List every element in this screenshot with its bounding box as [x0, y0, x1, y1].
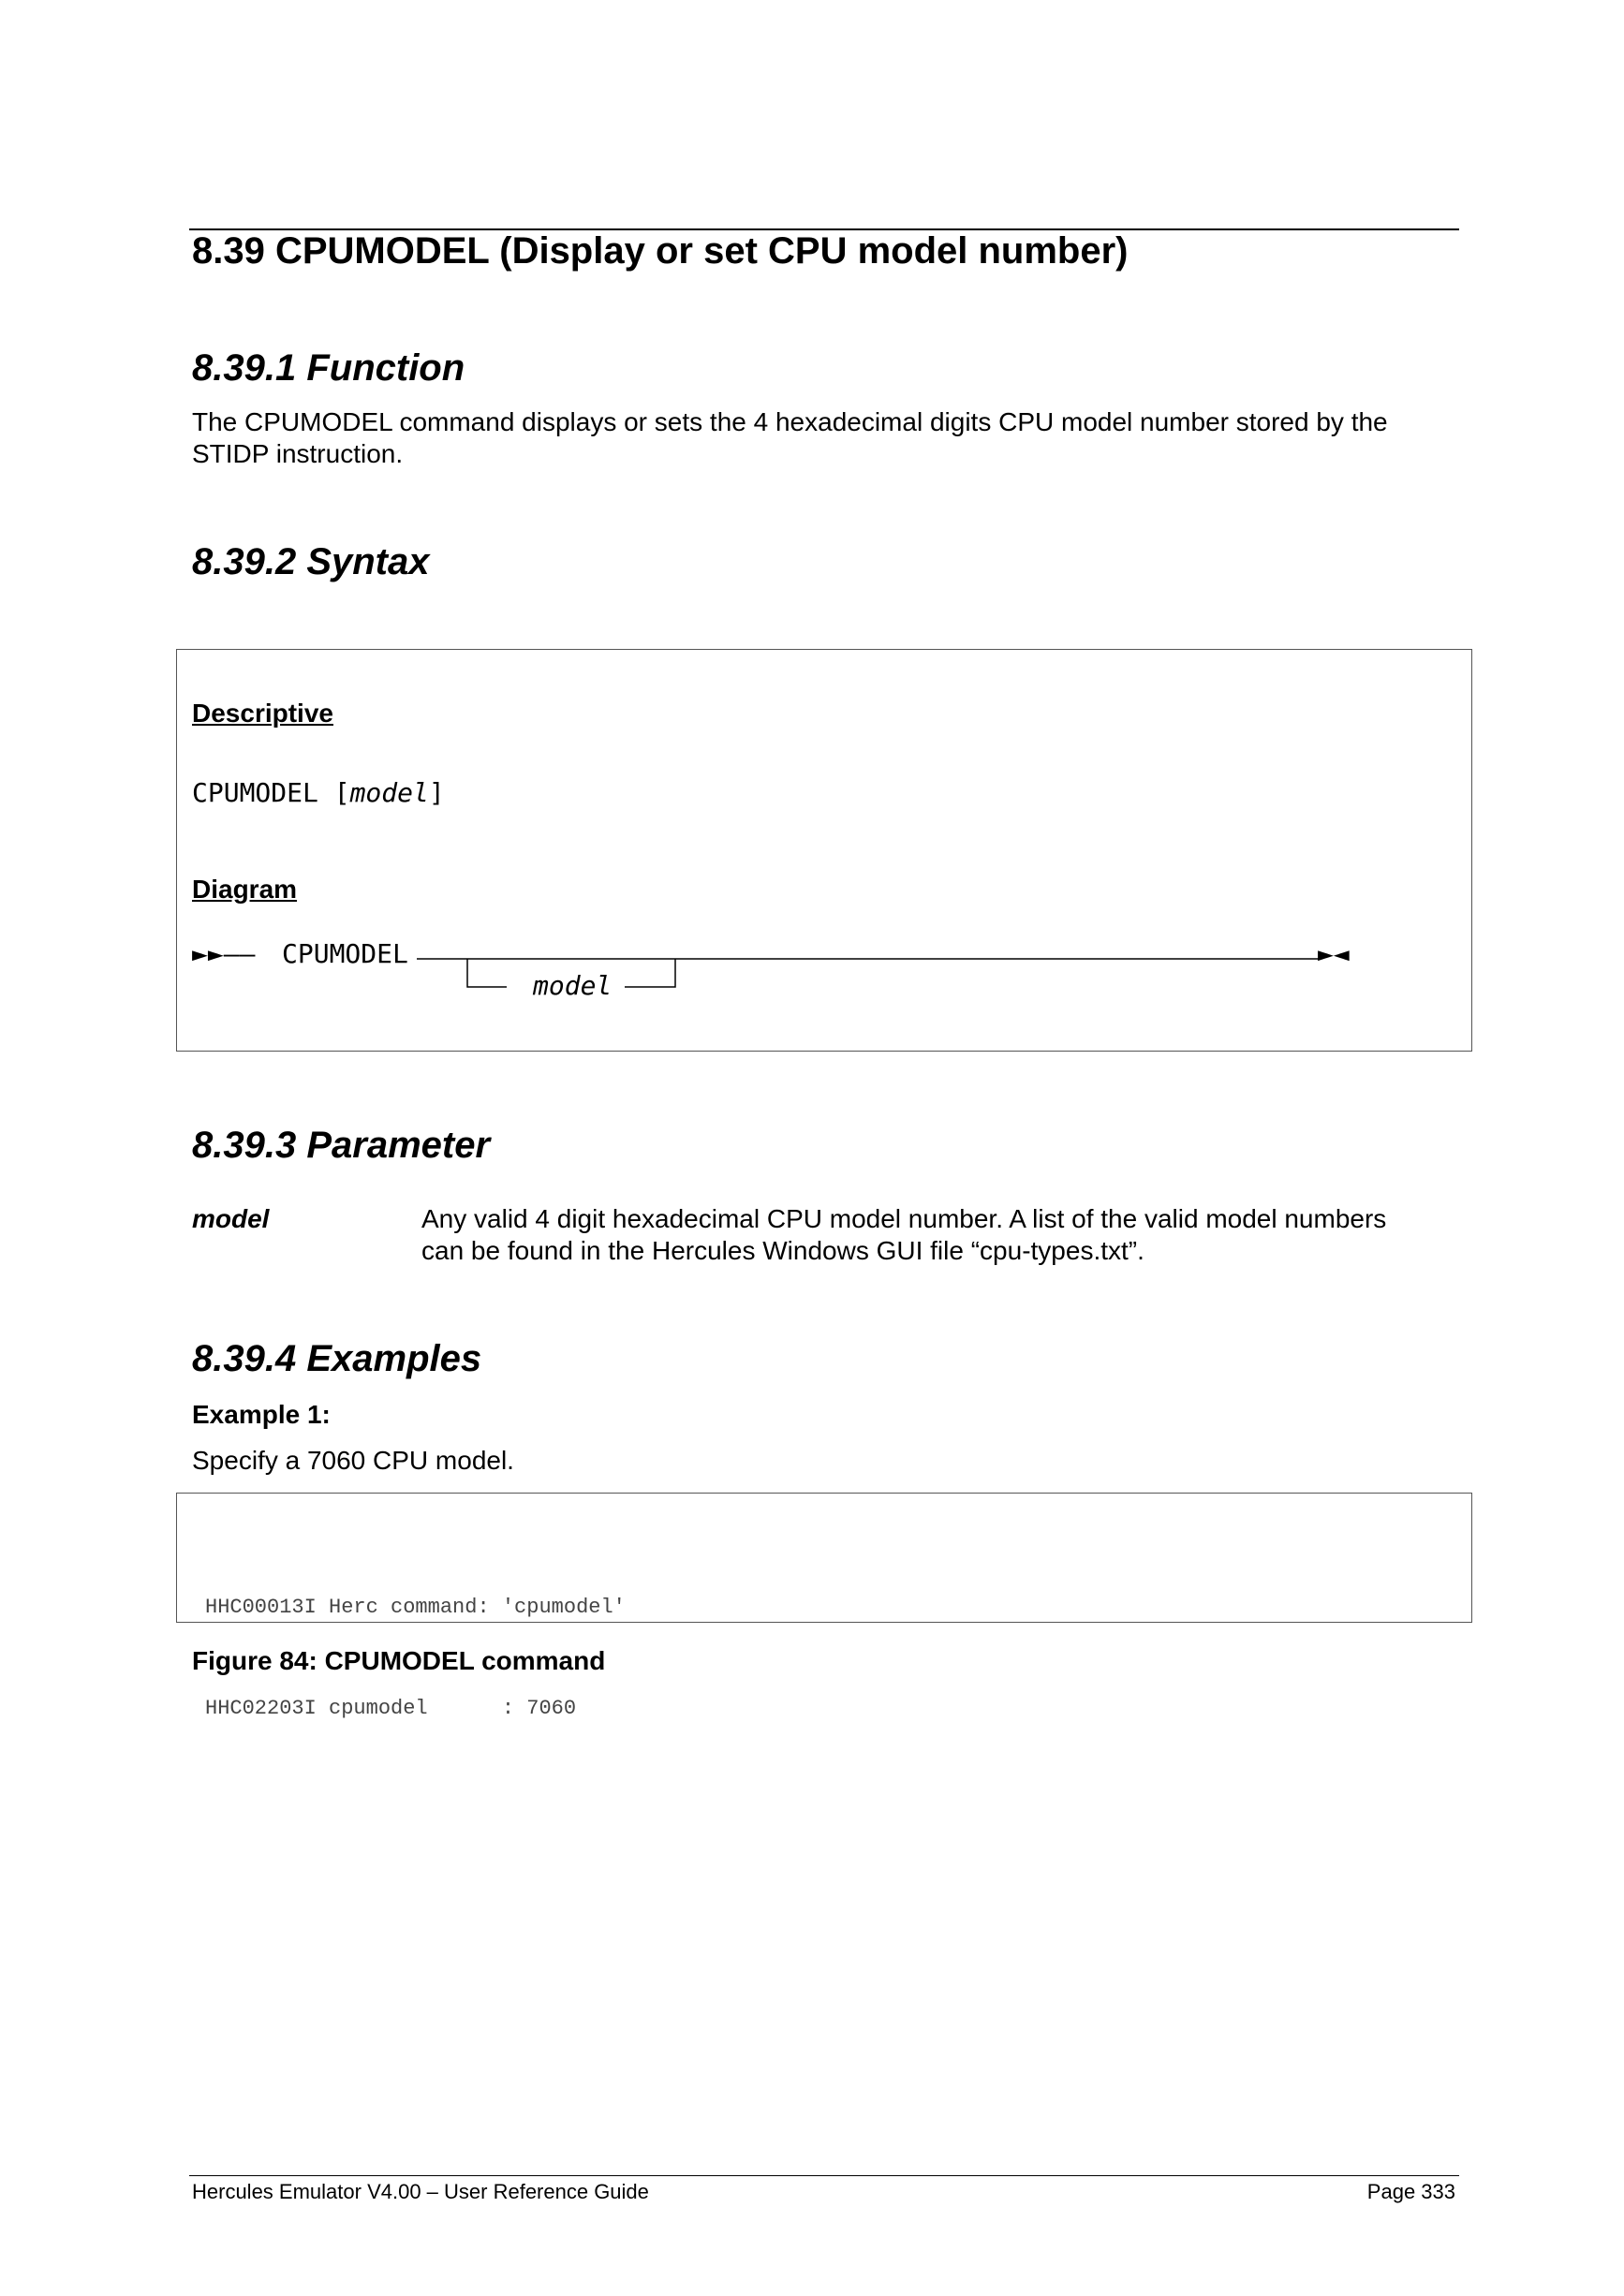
diagram-lines — [177, 931, 1473, 1043]
function-text-line-1: The CPUMODEL command displays or sets the 4 hexadecimal digits CPU model number stored by the — [192, 407, 1388, 436]
diagram-label: Diagram — [192, 875, 298, 904]
parameter-name: model — [192, 1204, 270, 1233]
diagram-start-marker: ►►—— — [192, 938, 272, 969]
function-text — [192, 406, 1466, 470]
footer-left: Hercules Emulator V4.00 – User Reference Guide — [192, 2180, 649, 2203]
parameter-description-line-2: can be found in the Hercules Windows GUI file “cpu-types.txt”. — [421, 1236, 1144, 1265]
diagram-command: CPUMODEL — [282, 938, 408, 969]
syntax-close-bracket: ] — [428, 777, 445, 808]
descriptive-syntax — [192, 777, 445, 808]
function-heading: 8.39.1 Function — [192, 347, 465, 389]
descriptive-label: Descriptive — [192, 699, 333, 728]
examples-heading: 8.39.4 Examples — [192, 1338, 482, 1379]
code-line-2: HHC02203I cpumodel : 7060 — [205, 1697, 577, 1720]
footer-page-number: Page 333 — [1366, 2180, 1455, 2203]
code-line-1: HHC00013I Herc command: 'cpumodel' — [205, 1596, 626, 1619]
footer-rule — [189, 2175, 1459, 2176]
syntax-command: CPUMODEL — [192, 777, 318, 808]
diagram-end-marker: ►◄ — [1318, 938, 1350, 969]
figure-caption: Figure 84: CPUMODEL command — [192, 1646, 606, 1675]
example-label: Example 1: — [192, 1400, 331, 1429]
example-description: Specify a 7060 CPU model. — [192, 1446, 514, 1475]
syntax-box — [176, 649, 1472, 1052]
parameter-description-line-1: Any valid 4 digit hexadecimal CPU model number. A list of the valid model numbers — [421, 1204, 1387, 1233]
function-text-line-2: STIDP instruction. — [192, 439, 404, 468]
parameter-heading: 8.39.3 Parameter — [192, 1125, 491, 1166]
parameter-description — [421, 1203, 1470, 1267]
section-title: 8.39 CPUMODEL (Display or set CPU model number) — [192, 230, 1129, 272]
syntax-open-bracket: [ — [333, 777, 350, 808]
syntax-arg: model — [349, 777, 429, 808]
syntax-heading: 8.39.2 Syntax — [192, 541, 430, 582]
diagram-optional-arg: model — [533, 970, 613, 1001]
syntax-diagram — [177, 931, 1473, 1043]
